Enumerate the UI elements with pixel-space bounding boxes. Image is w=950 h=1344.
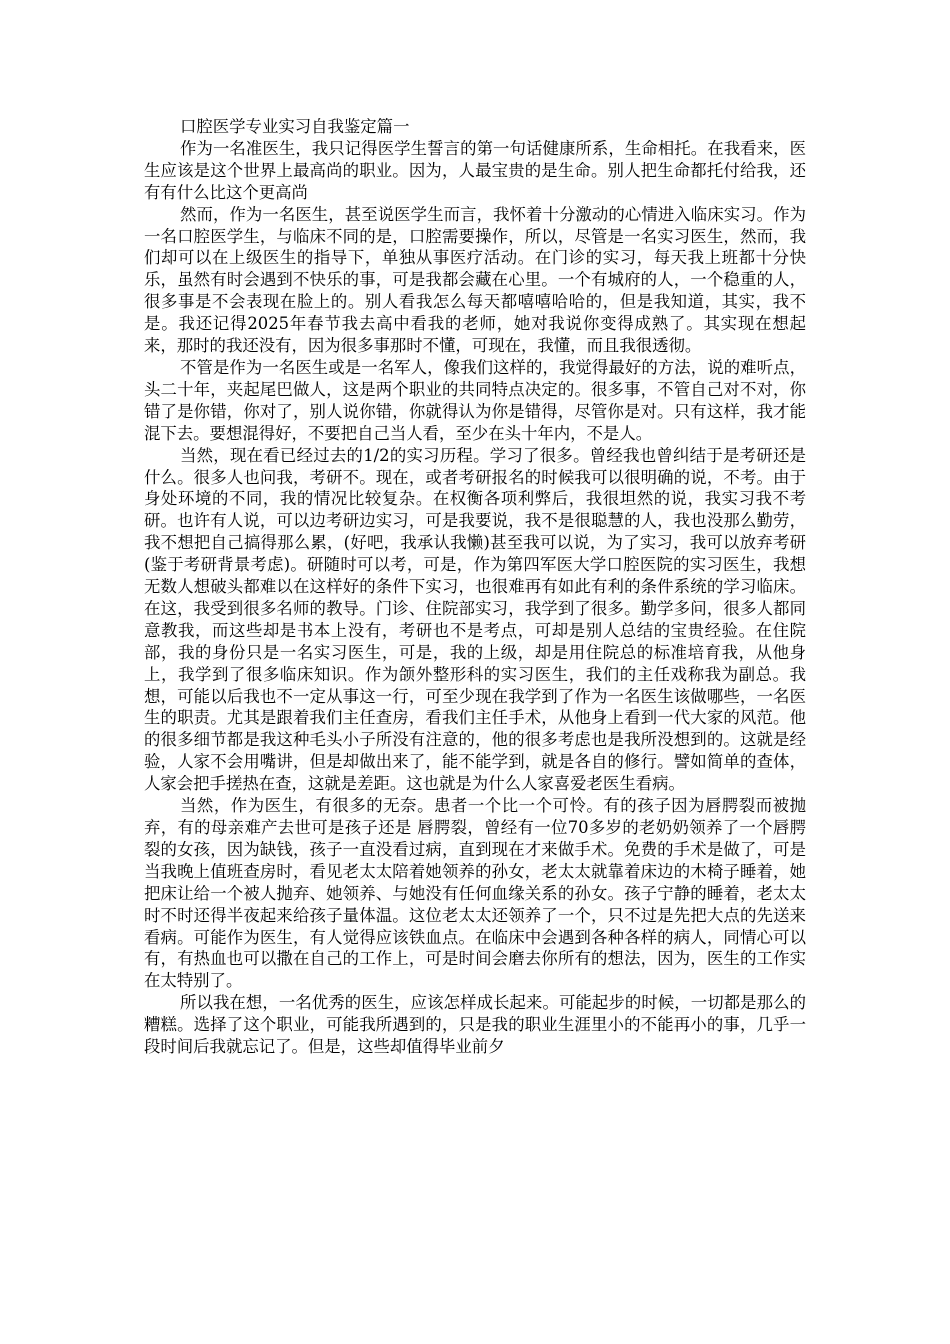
paragraph-doctor-soldier: 不管是作为一名医生或是一名军人，像我们这样的，我觉得最好的方法，说的难听点，头二十年，夹起尾巴做人，这是两个职业的共同特点决定的。很多事，不管自己对不对，你错了是你错，你对了，别人说你错，你就得认为你是错得，尽管你是对。只有这样，我才能混下去。要想混得好，不要把自己当人看，至少在头十年内，不是人。 [144,357,806,443]
paragraph-patients: 当然，作为医生，有很多的无奈。患者一个比一个可怜。有的孩子因为唇腭裂而被抛弃，有的母亲难产去世可是孩子还是 唇腭裂，曾经有一位70多岁的老奶奶领养了一个唇腭裂的女孩，因为缺钱，孩子一直没看过病，直到现在才来做手术。免费的手术是做了，可是当我晚上值班查房时，看见老太太陪着她领养的孙女，老太太就靠着床边的木椅子睡着，她把床让给一个被人抛弃、她领养、与她没有任何血缘关系的孙女。孩子宁静的睡着，老太太时不时还得半夜起来给孩子量体温。这位老太太还领养了一个，只不过是先把大点的先送来看病。可能作为医生，有人觉得应该铁血点。在临床中会遇到各种各样的病人，同情心可以有，有热血也可以撒在自己的工作上，可是时间会磨去你所有的想法，因为，医生的工作实在太特别了。 [144,796,806,991]
paragraph-postgraduate-exam: 当然，现在看已经过去的1/2的实习历程。学习了很多。曾经我也曾纠结于是考研还是什么。很多人也问我，考研不。现在，或者考研报名的时候我可以很明确的说，不考。由于身处环境的不同，我的情况比较复杂。在权衡各项利弊后，我很坦然的说，我实习我不考研。也许有人说，可以边考研边实习，可是我要说，我不是很聪慧的人，我也没那么勤劳，我不想把自己搞得那么累，(好吧，我承认我懒)甚至我可以说，为了实习，我可以放弃考研(鉴于考研背景考虑)。研随时可以考，可是，作为第四军医大学口腔医院的实习医生，我想无数人想破头都难以在这样好的条件下实习，也很难再有如此有利的条件系统的学习临床。在这，我受到很多名师的教导。门诊、住院部实习，我学到了很多。勤学多问，很多人都同意教我，而这些却是书本上没有，考研也不是考点，可却是别人总结的宝贵经验。在住院部，我的身份只是一名实习医生，可是，我的上级，却是用住院总的标准培育我，从他身上，我学到了很多临床知识。作为颌外整形科的实习医生，我们的主任戏称我为副总。我想，可能以后我也不一定从事这一行，可至少现在我学到了作为一名医生该做哪些，一名医生的职责。尤其是跟着我们主任查房，看我们主任手术，从他身上看到一代大家的风范。他的很多细节都是我这种毛头小子所没有注意的，他的很多考虑也是我所没想到的。这就是经验，人家不会用嘴讲，但是却做出来了，能不能学到，就是各自的修行。譬如简单的查体，人家会把手搓热在查，这就是差距。这也就是为什么人家喜爱老医生看病。 [144,445,806,794]
paragraph-growth: 所以我在想，一名优秀的医生，应该怎样成长起来。可能起步的时候，一切都是那么的糟糕。选择了这个职业，可能我所遇到的，只是我的职业生涯里小的不能再小的事，几乎一段时间后我就忘记了。但是，这些却值得毕业前夕 [144,993,806,1057]
paragraph-oath: 作为一名准医生，我只记得医学生誓言的第一句话健康所系，生命相托。在我看来，医生应该是这个世界上最高尚的职业。因为，人最宝贵的是生命。别人把生命都托付给我，还有有什么比这个更高尚 [144,138,806,202]
paragraph-clinical-internship: 然而，作为一名医生，甚至说医学生而言，我怀着十分激动的心情进入临床实习。作为一名口腔医学生，与临床不同的是，口腔需要操作，所以，尽管是一名实习医生，然而，我们却可以在上级医生的指导下，单独从事医疗活动。在门诊的实习，每天我上班都十分快乐，虽然有时会遇到不快乐的事，可是我都会藏在心里。一个有城府的人，一个稳重的人，很多事是不会表现在脸上的。别人看我怎么每天都嘻嘻哈哈的，但是我知道，其实，我不是。我还记得2025年春节我去高中看我的老师，她对我说你变得成熟了。其实现在想起来，那时的我还没有，因为很多事那时不懂，可现在，我懂，而且我很透彻。 [144,204,806,356]
document-title: 口腔医学专业实习自我鉴定篇一 [180,117,410,136]
document-page [144,116,806,1058]
